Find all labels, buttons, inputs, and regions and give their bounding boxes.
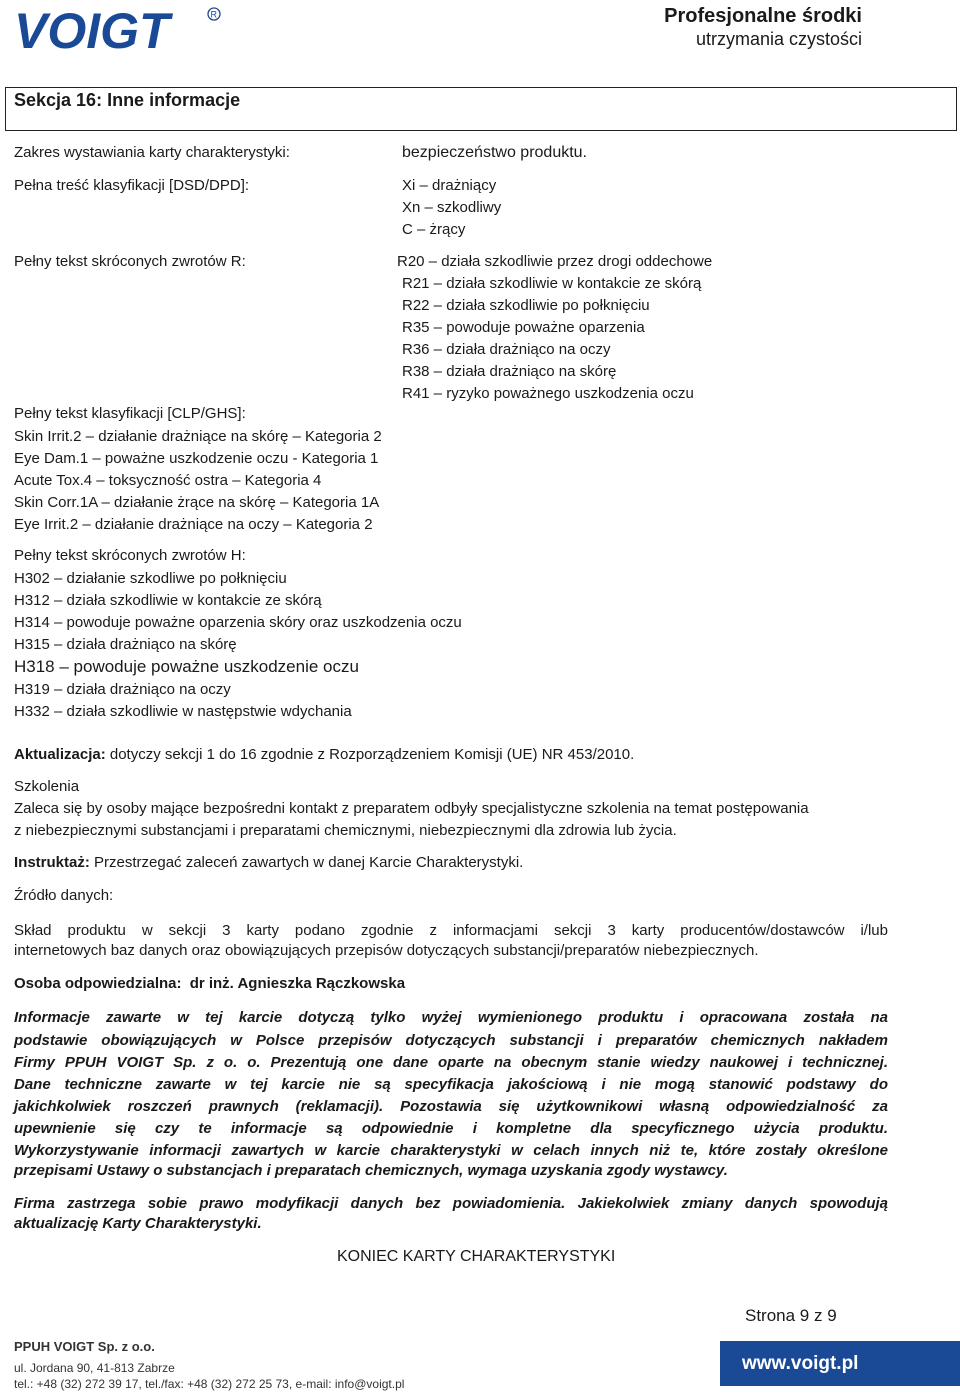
- dsd-item: Xn – szkodliwy: [402, 199, 502, 216]
- instruction-note: [14, 854, 523, 871]
- disclaimer-line: Firmy PPUH VOIGT Sp. z o. o. Prezentują one dane oparte na obecnym stanie wiedzy naukowej i technicznej.: [14, 1054, 888, 1071]
- clp-item: Eye Irrit.2 – działanie drażniące na oczy – Kategoria 2: [14, 516, 373, 533]
- header-tagline: [640, 4, 862, 50]
- h-phrase: H315 – działa drażniąco na skórę: [14, 636, 237, 653]
- source-text: Skład produktu w sekcji 3 karty podano zgodnie z informacjami sekcji 3 karty producentów/dostawców i/lub: [14, 922, 888, 939]
- disclaimer-line: jakichkolwiek roszczeń prawnych (reklamacji). Pozostawia się użytkownikowi własną odpowiedzialność za: [14, 1098, 888, 1115]
- page-number: Strona 9 z 9: [745, 1306, 837, 1325]
- instruction-text: Przestrzegać zaleceń zawartych w danej Karcie Charakterystyki.: [89, 854, 524, 871]
- h-phrase: H318 – powoduje poważne uszkodzenie oczu: [14, 657, 359, 676]
- end-of-sheet: KONIEC KARTY CHARAKTERYSTYKI: [337, 1248, 616, 1265]
- h-phrase: H302 – działanie szkodliwe po połknięciu: [14, 570, 287, 587]
- training-heading: Szkolenia: [14, 778, 80, 795]
- disclaimer-line: Wykorzystywanie informacji zawartych w karcie charakterystyki w celach innych niż te, które zostały określone: [14, 1142, 888, 1159]
- h-phrase: H319 – działa drażniąco na oczy: [14, 681, 231, 698]
- h-phrase: H332 – działa szkodliwie w następstwie wdychania: [14, 703, 352, 720]
- r-phrase: R35 – powoduje poważne oparzenia: [402, 319, 645, 336]
- dsd-item: C – żrący: [402, 221, 466, 238]
- responsible-name: dr inż. Agnieszka Rączkowska: [189, 975, 406, 992]
- footer-company: PPUH VOIGT Sp. z o.o.: [14, 1339, 155, 1354]
- r-phrase: R20 – działa szkodliwie przez drogi oddechowe: [397, 253, 713, 270]
- r-phrase: R36 – działa drażniąco na oczy: [402, 341, 611, 358]
- update-text: dotyczy sekcji 1 do 16 zgodnie z Rozporządzeniem Komisji (UE) NR 453/2010.: [105, 746, 635, 763]
- svg-text:VOIGT: VOIGT: [14, 6, 170, 52]
- clp-item: Skin Corr.1A – działanie żrące na skórę – Kategoria 1A: [14, 494, 380, 511]
- r-phrase: R38 – działa drażniąco na skórę: [402, 363, 617, 380]
- voigt-logo: [14, 6, 224, 52]
- disclaimer-line: Firma zastrzega sobie prawo modyfikacji danych bez powiadomienia. Jakiekolwiek zmiany danych spowodują: [14, 1195, 888, 1212]
- disclaimer-line: podstawie obowiązujących w Polsce przepisów dotyczących substancji i preparatów chemicznych nakładem: [14, 1032, 888, 1049]
- disclaimer-line: Dane techniczne zawarte w tej karcie nie są specyfikacja jakościową i nie mogą stanowić podstawy do: [14, 1076, 888, 1093]
- training-text: Zaleca się by osoby mające bezpośredni kontakt z preparatem odbyły specjalistyczne szkolenia na temat postępowania: [14, 800, 809, 817]
- row-label-dsd: Pełna treść klasyfikacji [DSD/DPD]:: [14, 177, 250, 194]
- h-phrases-heading: Pełny tekst skróconych zwrotów H:: [14, 547, 246, 564]
- h-phrase: H314 – powoduje poważne oparzenia skóry oraz uszkodzenia oczu: [14, 614, 462, 631]
- footer-address: ul. Jordana 90, 41-813 Zabrze: [14, 1361, 175, 1375]
- disclaimer-line: upewnienie się czy te informacje są odpowiednie i kompletne dla specyficznego użycia produktu.: [14, 1120, 888, 1137]
- clp-heading: Pełny tekst klasyfikacji [CLP/GHS]:: [14, 405, 246, 422]
- h-phrase: H312 – działa szkodliwie w kontakcie ze skórą: [14, 592, 322, 609]
- dsd-item: Xi – drażniący: [402, 177, 497, 194]
- footer-contact: tel.: +48 (32) 272 39 17, tel./fax: +48 (32) 272 25 73, e-mail: info@voigt.pl: [14, 1377, 405, 1391]
- tagline-line-1: Profesjonalne środki: [664, 5, 862, 27]
- responsible-label: Osoba odpowiedzialna:: [14, 975, 182, 992]
- clp-item: Eye Dam.1 – poważne uszkodzenie oczu - Kategoria 1: [14, 450, 379, 467]
- clp-item: Acute Tox.4 – toksyczność ostra – Kategoria 4: [14, 472, 322, 489]
- update-note: [14, 746, 634, 763]
- svg-text:R: R: [210, 9, 217, 20]
- source-heading: Źródło danych:: [14, 887, 114, 904]
- section-title: Sekcja 16: Inne informacje: [14, 90, 241, 110]
- r-phrase: R22 – działa szkodliwie po połknięciu: [402, 297, 650, 314]
- disclaimer-line: aktualizację Karty Charakterystyki.: [14, 1215, 262, 1232]
- disclaimer-line: Informacje zawarte w tej karcie dotyczą tylko wyżej wymienionego produktu i opracowana została na: [14, 1009, 888, 1026]
- update-label: Aktualizacja:: [14, 746, 106, 763]
- disclaimer-line: przepisami Ustawy o substancjach i preparatach chemicznych, wymaga uzyskania zgody wystawcy.: [14, 1162, 728, 1179]
- row-label-r-phrases: Pełny tekst skróconych zwrotów R:: [14, 253, 246, 270]
- footer-website: www.voigt.pl: [742, 1353, 859, 1374]
- row-value-scope: bezpieczeństwo produktu.: [402, 144, 587, 161]
- training-text: z niebezpiecznymi substancjami i preparatami chemicznymi, niebezpiecznymi dla zdrowia lub życia.: [14, 822, 677, 839]
- clp-item: Skin Irrit.2 – działanie drażniące na skórę – Kategoria 2: [14, 428, 382, 445]
- instruction-label: Instruktaż:: [14, 854, 90, 871]
- r-phrase: R41 – ryzyko poważnego uszkodzenia oczu: [402, 385, 694, 402]
- responsible-person: [14, 975, 405, 992]
- source-text: internetowych baz danych oraz obowiązujących przepisów dotyczących substancji/preparatów niebezpiecznych.: [14, 942, 759, 959]
- tagline-line-2: utrzymania czystości: [695, 29, 862, 49]
- r-phrase: R21 – działa szkodliwie w kontakcie ze skórą: [402, 275, 702, 292]
- row-label-scope: Zakres wystawiania karty charakterystyki:: [14, 144, 290, 161]
